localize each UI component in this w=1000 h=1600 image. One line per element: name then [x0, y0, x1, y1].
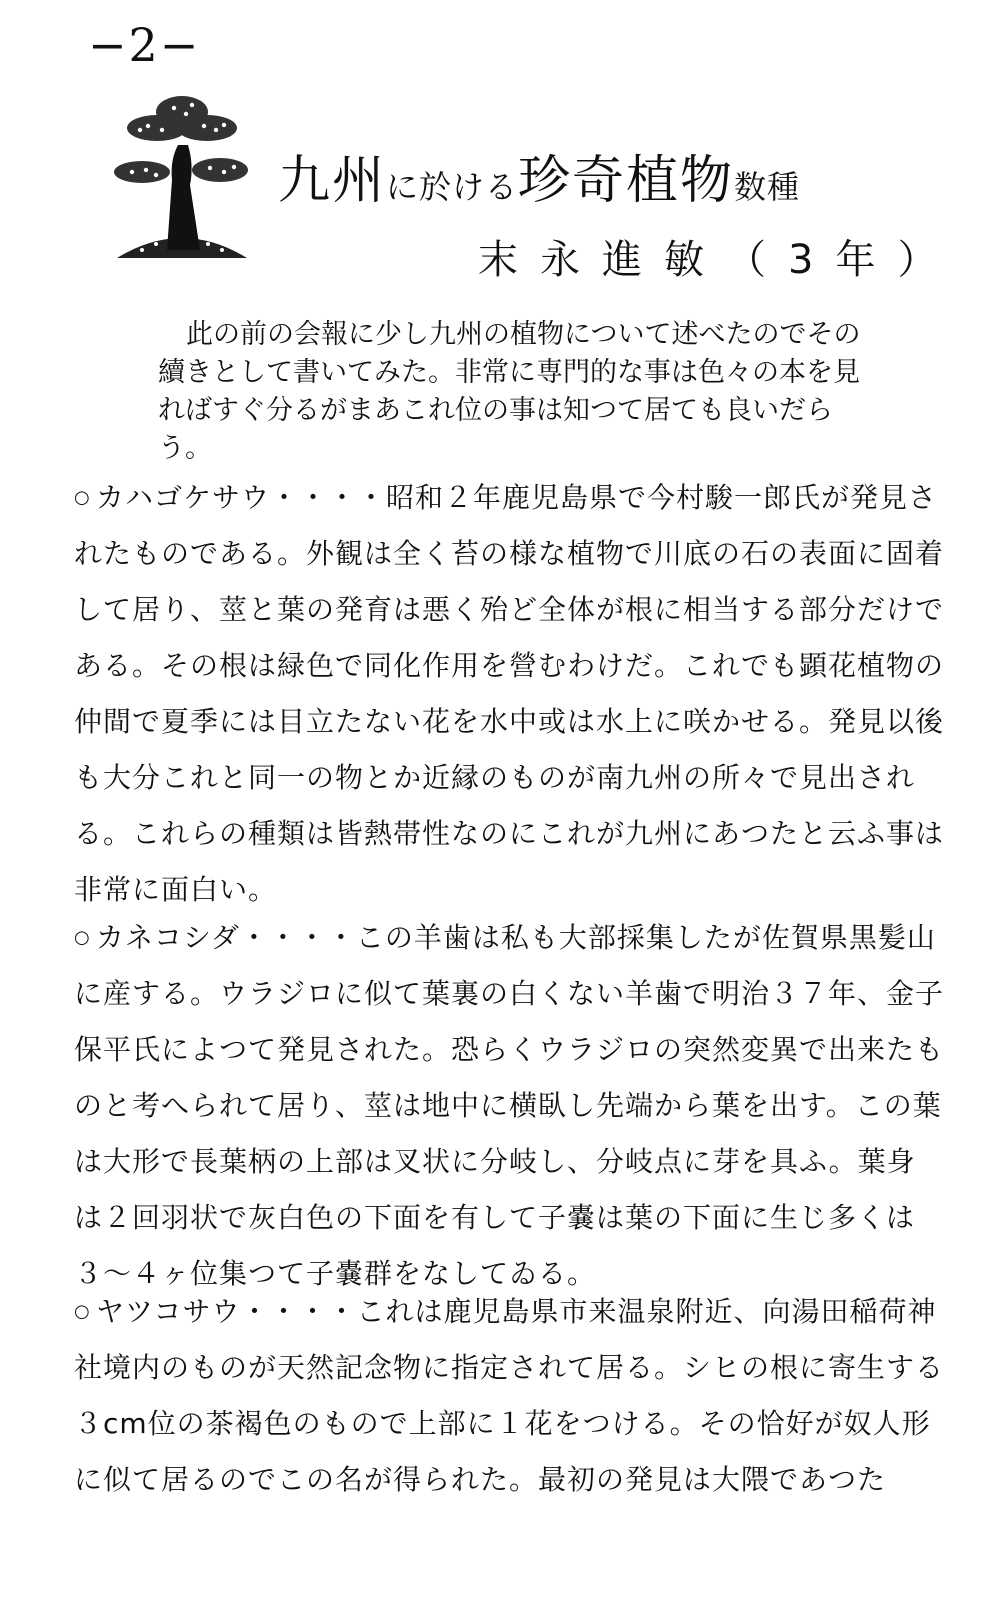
title-part-kyushu: 九州: [278, 151, 387, 211]
intro-paragraph: 此の前の会報に少し九州の植物について述べたのでその續きとして書いてみた。非常に専門的な事は色々の本を見ればすぐ分るがまあこれ位の事は知つて居ても良いだらう。: [158, 319, 861, 464]
entry-text: ヤツコサウ・・・・これは鹿児島県市来温泉附近、向湯田稲荷神社境内のものが天然記念物に指定されて居る。シヒの根に寄生する３cm位の茶褐色のもので上部に１花をつける。その恰好が奴人形に似て居るのでこの名が得られた。最初の発見は大隈であつた: [74, 1295, 945, 1496]
title-part-rare-plants: 珍奇植物: [518, 151, 735, 211]
bullet-icon: ○: [74, 1301, 91, 1322]
page-number: −2−: [88, 18, 201, 72]
plant-entry-kahagokesau: [74, 470, 944, 918]
bullet-icon: ○: [74, 487, 91, 508]
author-name: 末永進敏（3年）: [478, 237, 960, 283]
entry-text: カネコシダ・・・・この羊歯は私も大部採集したが佐賀県黒髪山に産する。ウラジロに似て葉裏の白くない羊歯で明治３７年、金子保平氏によつて発見された。恐らくウラジロの突然変異で出来たものと考へられて居り、莖は地中に横臥し先端から葉を出す。この葉は大形で長葉柄の上部は叉状に分岐し、分岐点に芽を具ふ。葉身は２回羽状で灰白色の下面を有して子嚢は葉の下面に生じ多くは３〜４ヶ位集つて子嚢群をなしてゐる。: [74, 921, 945, 1290]
title-part-suffix: 数種: [734, 168, 801, 206]
bullet-icon: ○: [74, 927, 91, 948]
article-title: [278, 138, 800, 213]
title-part-connector: に於ける: [386, 168, 519, 206]
plant-entry-kanekoshida: [74, 910, 944, 1302]
entry-text: カハゴケサウ・・・・昭和２年鹿児島県で今村駿一郎氏が発見されたものである。外観は全く苔の様な植物で川底の石の表面に固着して居り、莖と葉の発育は悪く殆ど全体が根に相当する部分だけである。その根は緑色で同化作用を營むわけだ。これでも顕花植物の仲間で夏季には目立たない花を水中或は水上に咲かせる。発見以後も大分これと同一の物とか近縁のものが南九州の所々で見出される。これらの種類は皆熱帯性なのにこれが九州にあつたと云ふ事は非常に面白い。: [74, 481, 945, 906]
pine-tree-emblem-icon: [112, 90, 252, 265]
plant-entry-yatsukosau: [74, 1284, 944, 1508]
